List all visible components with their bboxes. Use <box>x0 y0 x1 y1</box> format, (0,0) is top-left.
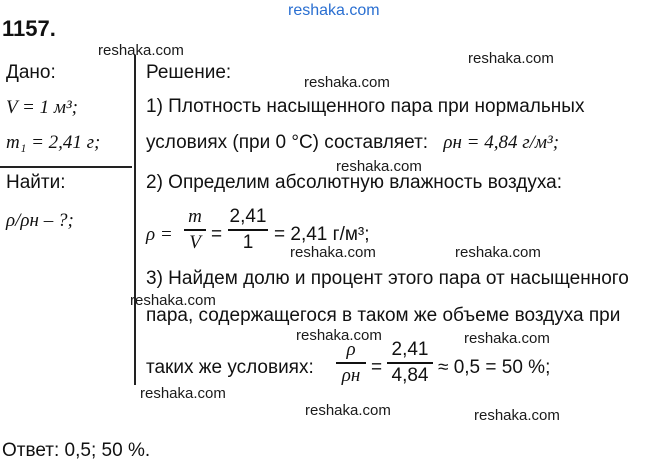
watermark: reshaka.com <box>474 407 560 424</box>
step3-result: ≈ 0,5 = 50 %; <box>438 357 551 378</box>
watermark: reshaka.com <box>336 158 422 175</box>
fraction-241-over-484-bar <box>387 362 433 364</box>
find-expression: ρ/ρн – ?; <box>6 210 74 231</box>
solution-step2-line: 2) Определим абсолютную влажность воздуха: <box>146 172 562 193</box>
given-divider <box>0 166 132 168</box>
fraction-241-over-1-bar <box>228 229 268 231</box>
watermark: reshaka.com <box>305 402 391 419</box>
equals-sign: = <box>211 224 223 245</box>
given-label: Дано: <box>6 62 56 83</box>
fraction-241-over-1 <box>228 206 268 254</box>
fraction-m-over-v-numerator: m <box>188 206 202 227</box>
watermark: reshaka.com <box>130 292 216 309</box>
fraction-rho-over-rhon <box>336 339 366 387</box>
fraction-241-over-484-numerator: 2,41 <box>391 339 429 360</box>
answer-line: Ответ: 0,5; 50 %. <box>2 440 151 461</box>
fraction-m-over-v <box>184 206 206 254</box>
solution-step3-line3: таких же условиях: <box>146 357 314 378</box>
given-volume: V = 1 м³; <box>6 97 78 118</box>
find-label: Найти: <box>6 172 66 193</box>
watermark: reshaka.com <box>140 385 226 402</box>
solution-step1-text: условиях (при 0 °C) составляет: <box>146 132 429 153</box>
solution-step1-line1: 1) Плотность насыщенного пара при нормальных <box>146 96 585 117</box>
equals-sign-2: = <box>371 357 383 378</box>
fraction-241-over-1-denominator: 1 <box>242 231 254 253</box>
problem-number-dot: . <box>49 16 56 41</box>
solution-step3-line2: пара, содержащегося в таком же объеме воздуха при <box>146 305 621 326</box>
step2-result: = 2,41 г/м³; <box>274 224 370 245</box>
watermark: reshaka.com <box>304 74 390 91</box>
fraction-241-over-484-denominator: 4,84 <box>391 364 429 386</box>
watermark: reshaka.com <box>290 244 376 261</box>
column-divider <box>134 55 136 385</box>
fraction-rho-over-rhon-denominator: ρн <box>341 364 361 386</box>
solution-label: Решение: <box>146 62 232 83</box>
fraction-rho-over-rhon-numerator: ρ <box>346 339 356 360</box>
solution-step1-line2 <box>146 132 559 154</box>
fraction-m-over-v-denominator: V <box>189 231 201 253</box>
problem-number-value: 1157 <box>2 16 50 41</box>
watermark-top: reshaka.com <box>288 2 380 19</box>
fraction-rho-over-rhon-bar <box>336 362 366 364</box>
solution-step3-line1: 3) Найдем долю и процент этого пара от насыщенного <box>146 268 629 289</box>
problem-number <box>2 16 56 42</box>
fraction-m-over-v-bar <box>184 229 206 231</box>
watermark: reshaka.com <box>464 330 550 347</box>
watermark: reshaka.com <box>455 244 541 261</box>
watermark: reshaka.com <box>98 42 184 59</box>
solution-step1-formula: ρн = 4,84 г/м³; <box>443 132 560 153</box>
rho-equals: ρ = <box>146 224 173 245</box>
fraction-241-over-484 <box>387 339 433 387</box>
fraction-241-over-1-numerator: 2,41 <box>229 206 267 227</box>
watermark: reshaka.com <box>468 50 554 67</box>
watermark: reshaka.com <box>296 327 382 344</box>
given-mass: m₁ = 2,41 г; <box>6 132 101 153</box>
